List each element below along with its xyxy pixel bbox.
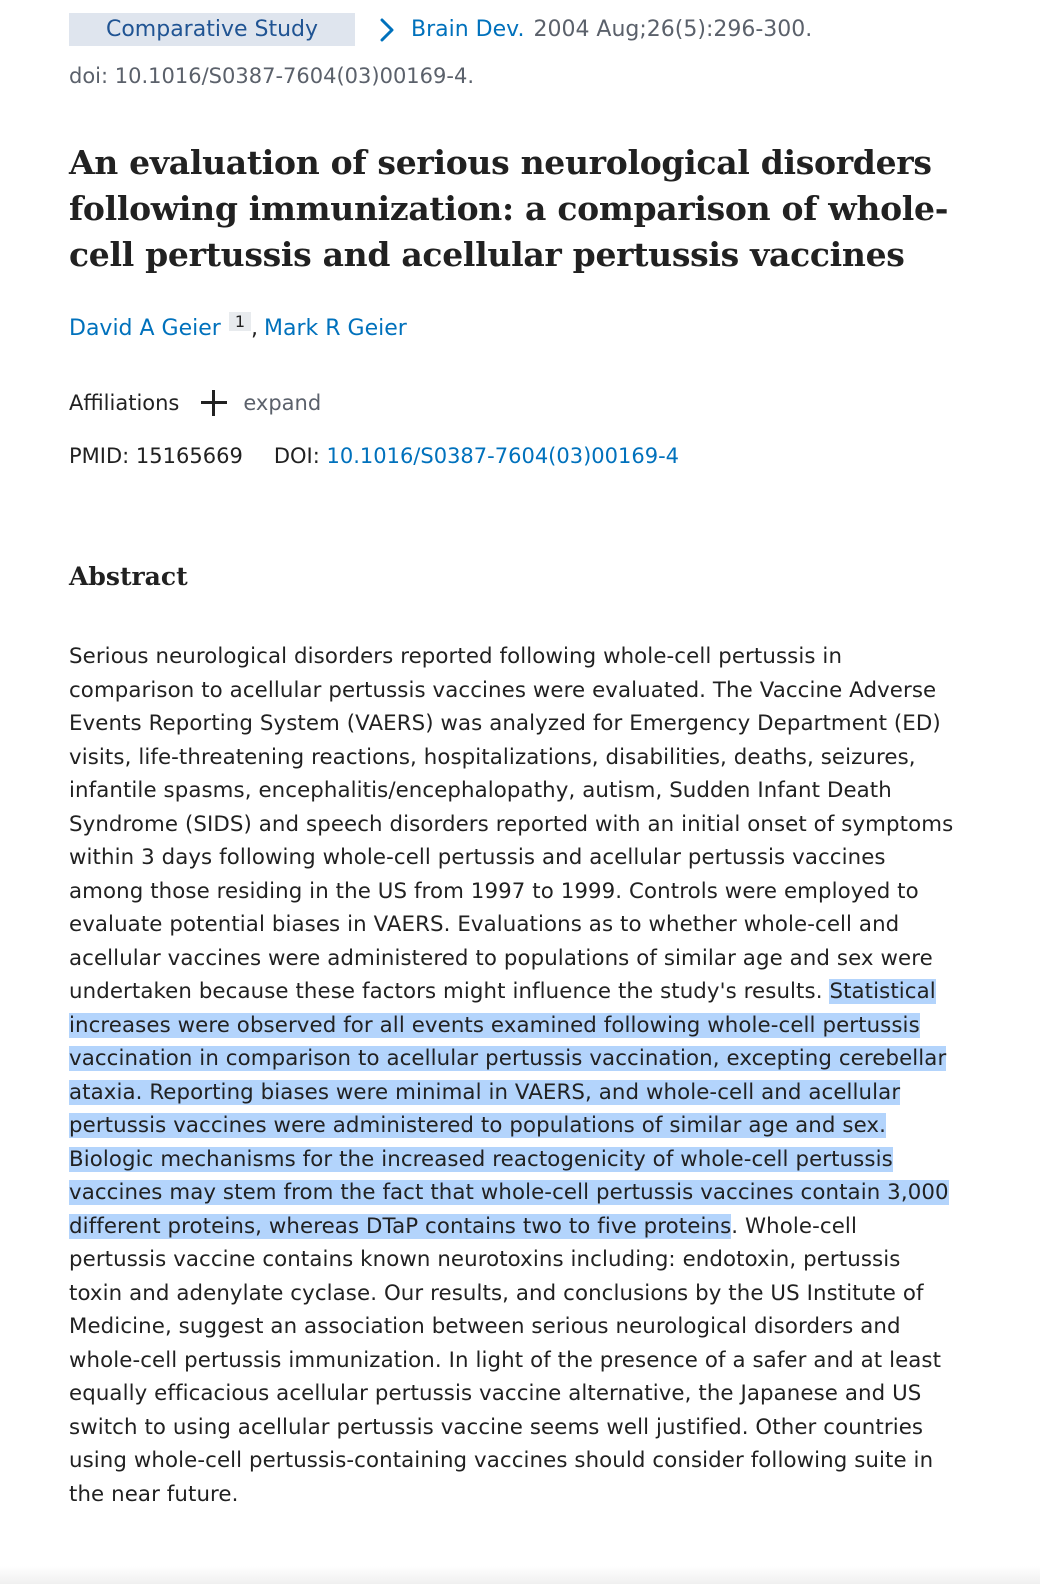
plus-icon — [201, 390, 227, 416]
abstract-heading: Abstract — [69, 562, 188, 591]
affiliation-marker[interactable]: 1 — [229, 312, 251, 331]
article-meta-row — [69, 13, 812, 46]
abstract-text-after: . Whole-cell pertussis vaccine contains known neurotoxins including: endotoxin, pertussis toxin and adenylate cyclase. Our results, and conclusions by the US Institute of Medicine, suggest an association between serious neurological disorders and whole-cell pertussis immunization. In light of the presence of a safer and at least equally efficacious acellular pertussis vaccine alternative, the Japanese and US switch to using acellular pertussis vaccine seems well justified. Other countries using whole-cell pertussis-containing vaccines should consider following suite in the near future. — [69, 1213, 942, 1507]
author-link-david-a-geier[interactable]: David A Geier — [69, 316, 221, 341]
abstract-selected-text: Statistical increases were observed for all events examined following whole-cell pertussis vaccination in comparison to acellular pertussis vaccination, excepting cerebellar ataxia. Reporting biases were minimal in VAERS, and whole-cell and acellular pertussis vaccines were administered to populations of similar age and sex. Biologic mechanisms for the increased reactogenicity of whole-cell pertussis vaccines may stem from the fact that whole-cell pertussis vaccines contain 3,000 different proteins, whereas DTaP contains two to five proteins — [69, 979, 949, 1239]
author-separator: , — [251, 316, 259, 341]
chevron-right-icon[interactable] — [377, 17, 397, 43]
journal-link[interactable]: Brain Dev. — [411, 17, 525, 42]
citation-details: 2004 Aug;26(5):296-300. — [533, 17, 813, 42]
affiliations-row — [69, 390, 321, 416]
abstract-text-before: Serious neurological disorders reported following whole-cell pertussis in comparison to acellular pertussis vaccines were evaluated. The Vaccine Adverse Events Reporting System (VAERS) was analyzed for Emergency Department (ED) visits, life-threatening reactions, hospitalizations, disabilities, deaths, seizures, infantile spasms, encephalitis/encephalopathy, autism, Sudden Infant Death Syndrome (SIDS) and speech disorders reported with an initial onset of symptoms within 3 days following whole-cell pertussis and acellular pertussis vaccines among those residing in the US from 1997 to 1999. Controls were employed to evaluate potential biases in VAERS. Evaluations as to whether whole-cell and acellular vaccines were administered to populations of similar age and sex were undertaken because these factors might influence the study's results. — [69, 644, 954, 1004]
authors-list — [69, 312, 407, 341]
pmid-value: 15165669 — [135, 444, 243, 468]
affiliations-label: Affiliations — [69, 391, 180, 415]
bottom-shade — [0, 1566, 1040, 1584]
doi-link[interactable]: 10.1016/S0387-7604(03)00169-4 — [326, 444, 680, 468]
article-title: An evaluation of serious neurological disorders following immunization: a comparison of whole-cell pertussis and acellular pertussis vaccines — [69, 143, 949, 274]
pmid-label: PMID: — [69, 444, 130, 468]
publication-type-badge[interactable]: Comparative Study — [69, 13, 355, 46]
abstract-text — [69, 640, 959, 1511]
doi-label: DOI: — [273, 444, 320, 468]
citation — [377, 17, 812, 43]
author-link-mark-r-geier[interactable]: Mark R Geier — [264, 316, 407, 341]
identifiers-row — [69, 444, 679, 468]
doi-line: doi: 10.1016/S0387-7604(03)00169-4. — [69, 64, 474, 88]
expand-affiliations-button[interactable] — [201, 390, 321, 416]
expand-label: expand — [243, 391, 322, 415]
